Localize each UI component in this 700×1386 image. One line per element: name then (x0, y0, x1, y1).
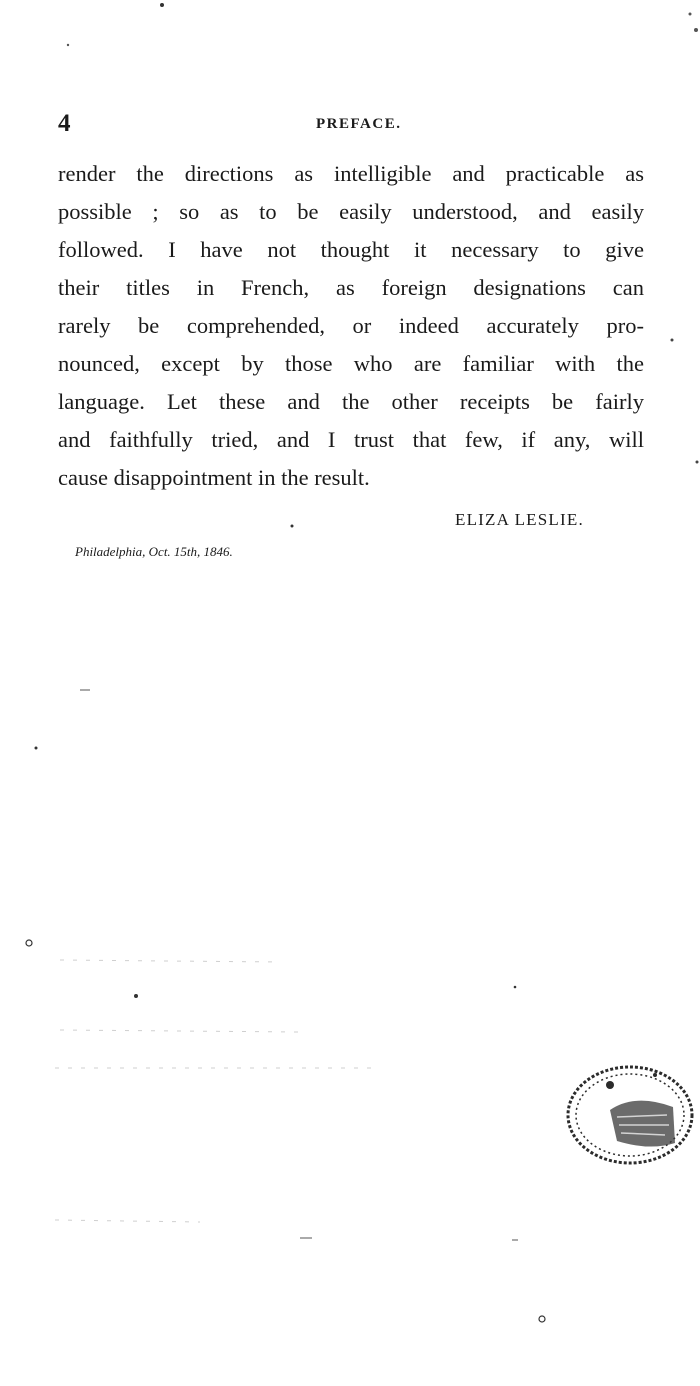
text-line: language. Let these and the other receipts be fairly (58, 389, 644, 414)
author-signature: ELIZA LESLIE. (455, 510, 584, 529)
text-line: followed. I have not thought it necessary to give (58, 237, 644, 262)
running-title: PREFACE. (316, 116, 402, 132)
preface-paragraph (58, 155, 644, 497)
text-line: cause disappointment in the result. (58, 465, 370, 490)
running-head (58, 110, 643, 140)
text-line: render the directions as intelligible and practicable as (58, 161, 644, 186)
library-stamp-icon (555, 1055, 700, 1175)
text-line: their titles in French, as foreign designations can (58, 275, 644, 300)
page-number: 4 (58, 110, 71, 137)
text-line: rarely be comprehended, or indeed accurately pro- (58, 313, 644, 338)
text-line: possible ; so as to be easily understood, and easily (58, 199, 644, 224)
text-line: and faithfully tried, and I trust that few, if any, will (58, 427, 644, 452)
dateline: Philadelphia, Oct. 15th, 1846. (75, 544, 233, 559)
text-line: nounced, except by those who are familiar with the (58, 351, 644, 376)
